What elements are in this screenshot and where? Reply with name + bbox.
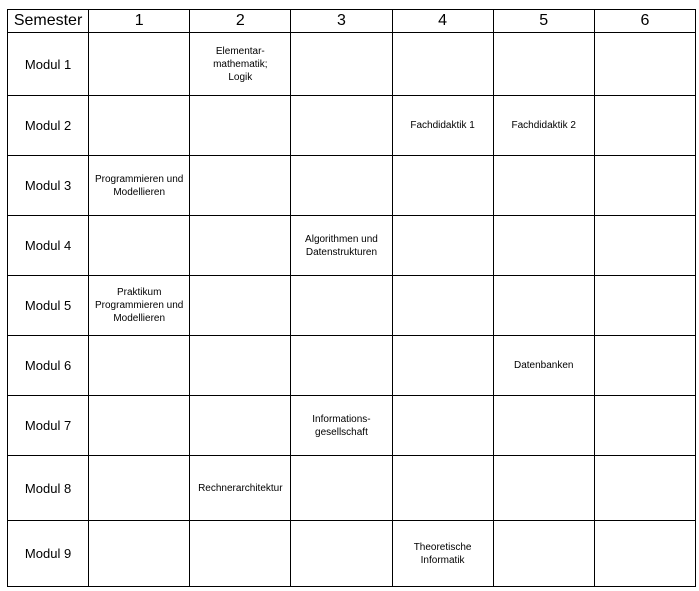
row-label: Modul 2	[8, 96, 89, 156]
table-cell	[594, 216, 695, 276]
table-cell	[392, 336, 493, 396]
table-cell	[493, 521, 594, 587]
table-cell	[594, 456, 695, 521]
table-row	[8, 156, 696, 216]
table-cell	[493, 156, 594, 216]
row-label: Modul 5	[8, 276, 89, 336]
table-row	[8, 521, 696, 587]
table-cell	[392, 396, 493, 456]
table-cell	[594, 33, 695, 96]
table-cell	[392, 216, 493, 276]
table-cell	[594, 521, 695, 587]
header-semester-3: 3	[291, 10, 392, 33]
table-cell	[493, 216, 594, 276]
table-cell	[190, 396, 291, 456]
table-cell	[89, 521, 190, 587]
table-cell	[594, 396, 695, 456]
table-cell: Elementar- mathematik; Logik	[190, 33, 291, 96]
row-label: Modul 8	[8, 456, 89, 521]
table-cell: Programmieren und Modellieren	[89, 156, 190, 216]
row-label: Modul 3	[8, 156, 89, 216]
table-cell	[392, 276, 493, 336]
table-cell: Theoretische Informatik	[392, 521, 493, 587]
row-label: Modul 7	[8, 396, 89, 456]
table-cell	[594, 156, 695, 216]
header-semester-1: 1	[89, 10, 190, 33]
table-cell: Informations- gesellschaft	[291, 396, 392, 456]
table-cell	[493, 396, 594, 456]
table-cell	[89, 216, 190, 276]
table-cell	[89, 456, 190, 521]
table-cell	[493, 456, 594, 521]
header-semester-5: 5	[493, 10, 594, 33]
row-label: Modul 6	[8, 336, 89, 396]
header-semester-6: 6	[594, 10, 695, 33]
header-semester-2: 2	[190, 10, 291, 33]
table-cell	[493, 276, 594, 336]
header-semester-label: Semester	[8, 10, 89, 33]
table-cell	[291, 33, 392, 96]
table-cell	[89, 96, 190, 156]
table-cell	[291, 521, 392, 587]
table-cell	[291, 156, 392, 216]
table-row	[8, 33, 696, 96]
table-cell	[89, 33, 190, 96]
table-cell	[594, 276, 695, 336]
table-cell	[291, 456, 392, 521]
table-cell	[190, 521, 291, 587]
table-row	[8, 96, 696, 156]
table-cell: Fachdidaktik 2	[493, 96, 594, 156]
semester-plan-table	[7, 9, 696, 587]
table-cell	[89, 336, 190, 396]
table-row	[8, 336, 696, 396]
table-cell: Fachdidaktik 1	[392, 96, 493, 156]
table-cell	[291, 276, 392, 336]
table-cell: Datenbanken	[493, 336, 594, 396]
table-cell: Algorithmen und Datenstrukturen	[291, 216, 392, 276]
table-cell	[89, 396, 190, 456]
table-cell	[493, 33, 594, 96]
table-row	[8, 216, 696, 276]
table-cell	[594, 336, 695, 396]
table-cell: Rechnerarchitektur	[190, 456, 291, 521]
table-cell	[291, 96, 392, 156]
table-cell	[392, 456, 493, 521]
table-cell: Praktikum Programmieren und Modellieren	[89, 276, 190, 336]
table-cell	[291, 336, 392, 396]
row-label: Modul 9	[8, 521, 89, 587]
table-row	[8, 456, 696, 521]
table-cell	[190, 276, 291, 336]
table-body	[8, 33, 696, 587]
row-label: Modul 1	[8, 33, 89, 96]
table-cell	[190, 96, 291, 156]
table-row	[8, 396, 696, 456]
table-cell	[190, 216, 291, 276]
table-cell	[190, 336, 291, 396]
table-cell	[594, 96, 695, 156]
table-cell	[392, 33, 493, 96]
table-row	[8, 276, 696, 336]
row-label: Modul 4	[8, 216, 89, 276]
header-row	[8, 10, 696, 33]
table-cell	[392, 156, 493, 216]
table-cell	[190, 156, 291, 216]
header-semester-4: 4	[392, 10, 493, 33]
